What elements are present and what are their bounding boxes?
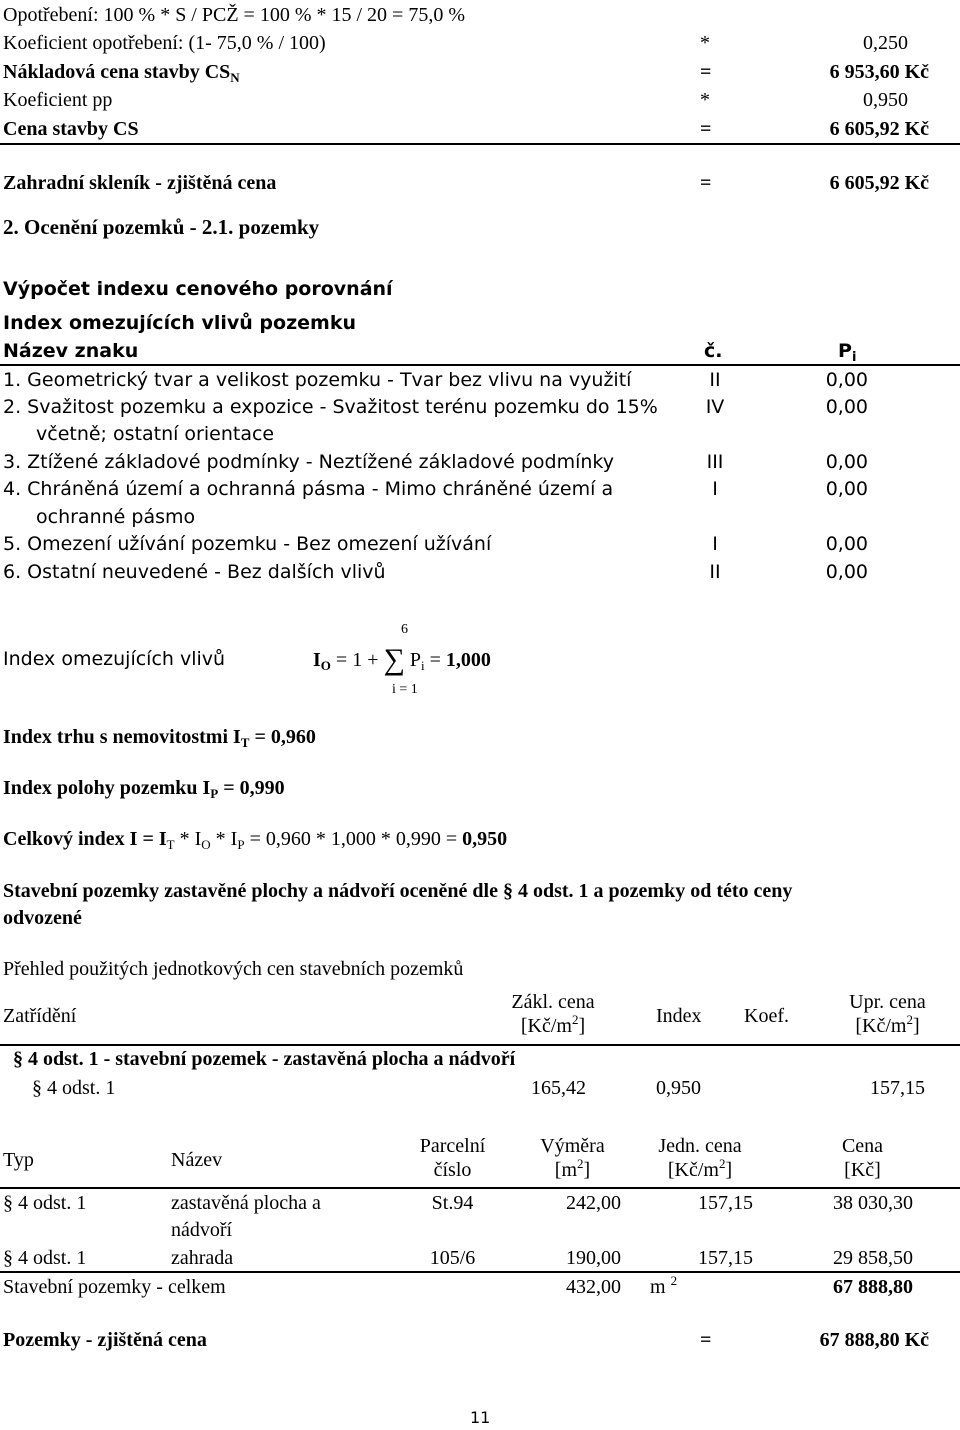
col-header-p: $P_i$ — [838, 340, 857, 365]
stavebni-heading: Stavební pozemky zastavěné plochy a nádvoří oceněné dle § 4 odst. 1 a pozemky od této ceny — [3, 880, 793, 902]
formula-expression: $I_O = 1$ + ∑ $P_i = 1,000$ — [313, 643, 491, 676]
formula-result: 1,000 — [445, 649, 491, 671]
prehled-divider — [0, 1044, 960, 1046]
total-label: Stavební pozemky - celkem — [3, 1276, 226, 1298]
index-row-no: IV — [705, 396, 725, 418]
index-row-p: 0,00 — [825, 561, 868, 583]
land-col-cena: Cena [Kč] — [841, 1135, 884, 1181]
koef-pp-op: * — [700, 89, 710, 111]
index-row-no: III — [706, 451, 724, 473]
index-row-p: 0,00 — [825, 369, 868, 391]
index-row-p: 0,00 — [825, 396, 868, 418]
sum-upper-bound: 6 — [401, 622, 408, 637]
index-row-name-cont: ochranné pásmo — [36, 506, 196, 528]
index-polohy: Index polohy pozemku $I_P = 0,990$ — [3, 777, 285, 801]
land-row-jedn: 157,15 — [698, 1192, 753, 1214]
prehled-title: Přehled použitých jednotkových cen stavebních pozemků — [3, 958, 464, 980]
index-row-no: I — [712, 478, 718, 500]
land-col-jedn: Jedn. cena $[Kč/m^2]$ — [658, 1135, 742, 1181]
sklenik-value: 6 605,92 Kč — [829, 172, 929, 194]
index-row-name: 5. Omezení užívání pozemku - Bez omezení užívání — [3, 533, 492, 555]
land-col-parcel: Parcelní číslo — [419, 1135, 486, 1181]
koef-opotrebeni-label: Koeficient opotřebení: (1- 75,0 % / 100) — [3, 32, 326, 54]
total-unit: m $^2$ — [650, 1273, 678, 1298]
sigma-symbol: ∑ — [383, 643, 405, 676]
index-row-name: 6. Ostatní neuvedené - Bez dalších vlivů — [3, 561, 386, 583]
total-cena: 67 888,80 — [833, 1276, 913, 1298]
land-row-nazev: zahrada — [171, 1247, 234, 1269]
index-row-no: II — [709, 561, 721, 583]
index-row-name: 3. Ztížené základové podmínky - Neztížené základové podmínky — [3, 451, 615, 473]
col-header-no: č. — [704, 340, 723, 362]
koef-opotrebeni-value: 0,250 — [863, 32, 908, 54]
index-calc-title: Výpočet indexu cenového porovnání — [3, 278, 393, 300]
nakladova-cena-op: = — [700, 61, 712, 83]
index-row-no: II — [709, 369, 721, 391]
land-row-jedn: 157,15 — [698, 1247, 753, 1269]
stavebni-heading-cont: odvozené — [3, 907, 82, 929]
land-row-parcel: St.94 — [431, 1192, 474, 1214]
index-trhu: Index trhu s nemovitostmi $I_T = 0,960$ — [3, 726, 316, 750]
land-divider — [0, 1187, 960, 1189]
pozemky-op: = — [700, 1329, 712, 1351]
land-row-cena: 29 858,50 — [833, 1247, 913, 1269]
col-header-name: Název znaku — [3, 340, 139, 362]
index-row-p: 0,00 — [825, 533, 868, 555]
land-row-cena: 38 030,30 — [833, 1192, 913, 1214]
prehled-row-zatrideni: § 4 odst. 1 — [32, 1077, 116, 1099]
opotrebeni-line: Opotřebení: 100 % * S / PCŽ = 100 % * 15 / 20 = 75,0 % — [3, 4, 465, 26]
land-row-nazev: zastavěná plocha a — [171, 1192, 321, 1214]
pozemky-value: 67 888,80 Kč — [819, 1329, 929, 1351]
celkovy-index: Celkový index $I = I_T * I_O * I_P = 0,960 * 1,000 * 0,990 = 0,950$ — [3, 828, 508, 852]
formula-label: Index omezujících vlivů — [3, 648, 226, 670]
index-row-p: 0,00 — [825, 478, 868, 500]
land-col-typ: Typ — [3, 1149, 34, 1171]
cena-stavby-value: 6 605,92 Kč — [829, 118, 929, 140]
prehled-row-upr: 157,15 — [870, 1077, 925, 1099]
koef-opotrebeni-op: * — [700, 32, 710, 54]
land-row-vymera: 242,00 — [566, 1192, 621, 1214]
prehled-row-index: 0,950 — [656, 1077, 701, 1099]
header-divider — [0, 364, 960, 366]
cena-stavby-op: = — [700, 118, 712, 140]
index-row-name: 2. Svažitost pozemku a expozice - Svažitost terénu pozemku do 15% — [3, 396, 658, 418]
index-row-name: 4. Chráněná území a ochranná pásma - Mimo chráněné území a — [3, 478, 614, 500]
prehled-col-zakl: Zákl. cena $[Kč/m^2]$ — [511, 991, 595, 1037]
land-row-vymera: 190,00 — [566, 1247, 621, 1269]
koef-pp-label: Koeficient pp — [3, 89, 113, 111]
prehled-col-upr: Upr. cena $[Kč/m^2]$ — [849, 991, 926, 1037]
land-col-nazev: Název — [171, 1149, 223, 1171]
index-calc-subtitle: Index omezujících vlivů pozemku — [3, 312, 356, 334]
nakladova-cena-value: 6 953,60 Kč — [829, 61, 929, 83]
divider — [0, 143, 960, 145]
land-row-typ: § 4 odst. 1 — [3, 1247, 87, 1269]
prehled-col-koef: Koef. — [744, 1005, 789, 1027]
nakladova-cena-label: Nákladová cena stavby $CS_N$ — [3, 61, 240, 85]
land-col-vymera: Výměra $[m^2]$ — [540, 1135, 605, 1181]
koef-pp-value: 0,950 — [863, 89, 908, 111]
total-divider — [0, 1271, 960, 1273]
index-row-no: I — [712, 533, 718, 555]
index-row-name-cont: včetně; ostatní orientace — [36, 423, 275, 445]
index-row-name: 1. Geometrický tvar a velikost pozemku - Tvar bez vlivu na využití — [3, 369, 632, 391]
prehled-col-index: Index — [656, 1005, 702, 1027]
pozemky-label: Pozemky - zjištěná cena — [3, 1329, 207, 1351]
cena-stavby-label: Cena stavby CS — [3, 118, 139, 140]
land-row-nazev-cont: nádvoří — [171, 1219, 233, 1241]
sklenik-label: Zahradní skleník - zjištěná cena — [3, 172, 277, 194]
prehled-group: § 4 odst. 1 - stavební pozemek - zastavěná plocha a nádvoří — [13, 1048, 516, 1070]
land-row-typ: § 4 odst. 1 — [3, 1192, 87, 1214]
index-row-p: 0,00 — [825, 451, 868, 473]
section-heading: 2. Ocenění pozemků - 2.1. pozemky — [3, 215, 320, 239]
total-vymera: 432,00 — [566, 1276, 621, 1298]
sum-lower-bound: i = 1 — [392, 682, 418, 697]
page-number: 11 — [470, 1408, 491, 1427]
prehled-col-zatrideni: Zatřídění — [3, 1005, 77, 1027]
sklenik-op: = — [700, 172, 712, 194]
land-row-parcel: 105/6 — [429, 1247, 476, 1269]
prehled-row-zakl: 165,42 — [531, 1077, 586, 1099]
